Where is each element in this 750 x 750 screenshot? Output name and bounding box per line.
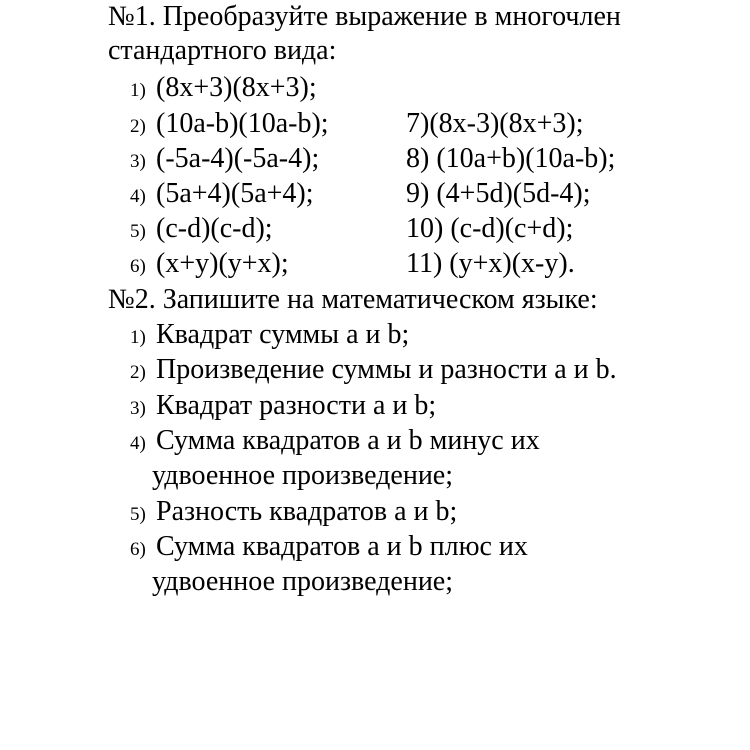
task1-item-4 [130, 177, 314, 214]
item-number: 5) [130, 221, 146, 242]
task1-item-10: 10) (c-d)(c+d); [406, 213, 574, 244]
item-number: 2) [130, 116, 146, 137]
task2-item-5 [130, 495, 457, 532]
item-number: 3) [130, 151, 146, 172]
item-text: Разность квадратов a и b; [156, 496, 458, 527]
task1-item-5 [130, 212, 273, 249]
task1-title-line1: №1. Преобразуйте выражение в многочлен [108, 1, 621, 32]
item-expression: (-5a-4)(-5a-4); [156, 143, 320, 174]
task2-item-1 [130, 318, 409, 355]
task1-item-3 [130, 142, 319, 179]
task1-title-line2: стандартного вида: [108, 35, 337, 66]
task2-item-2 [130, 353, 617, 390]
task1-item-11: 11) (y+x)(x-y). [406, 248, 575, 279]
item-number: 4) [130, 186, 146, 207]
task1-item-7: 7)(8x-3)(8x+3); [406, 108, 584, 139]
item-number: 6) [130, 256, 146, 277]
item-number: 3) [130, 398, 146, 419]
task2-item-4-continuation: удвоенное произведение; [152, 460, 454, 491]
item-number: 1) [130, 80, 146, 101]
item-expression: (c-d)(c-d); [156, 213, 273, 244]
item-expression: (5a+4)(5a+4); [156, 178, 314, 209]
item-number: 4) [130, 433, 146, 454]
item-number: 2) [130, 362, 146, 383]
task1-item-9: 9) (4+5d)(5d-4); [406, 178, 591, 209]
item-expression: (x+y)(y+x); [156, 248, 289, 279]
item-text: Сумма квадратов a и b минус их [156, 425, 540, 456]
item-text: Квадрат разности a и b; [156, 390, 437, 421]
task2-item-6 [130, 530, 528, 567]
item-expression: (10a-b)(10a-b); [156, 108, 329, 139]
item-number: 1) [130, 327, 146, 348]
item-text: Произведение суммы и разности a и b. [156, 354, 617, 385]
task1-item-8: 8) (10a+b)(10a-b); [406, 143, 616, 174]
task1-item-2 [130, 107, 329, 144]
item-number: 6) [130, 539, 146, 560]
item-expression: (8x+3)(8x+3); [156, 72, 317, 103]
task1-item-6 [130, 247, 289, 284]
task2-item-3 [130, 389, 436, 426]
task2-item-6-continuation: удвоенное произведение; [152, 566, 454, 597]
item-text: Квадрат суммы a и b; [156, 319, 410, 350]
task2-title: №2. Запишите на математическом языке: [108, 284, 598, 315]
task1-item-1 [130, 71, 317, 108]
item-number: 5) [130, 504, 146, 525]
item-text: Сумма квадратов a и b плюс их [156, 531, 528, 562]
task2-item-4 [130, 424, 540, 461]
